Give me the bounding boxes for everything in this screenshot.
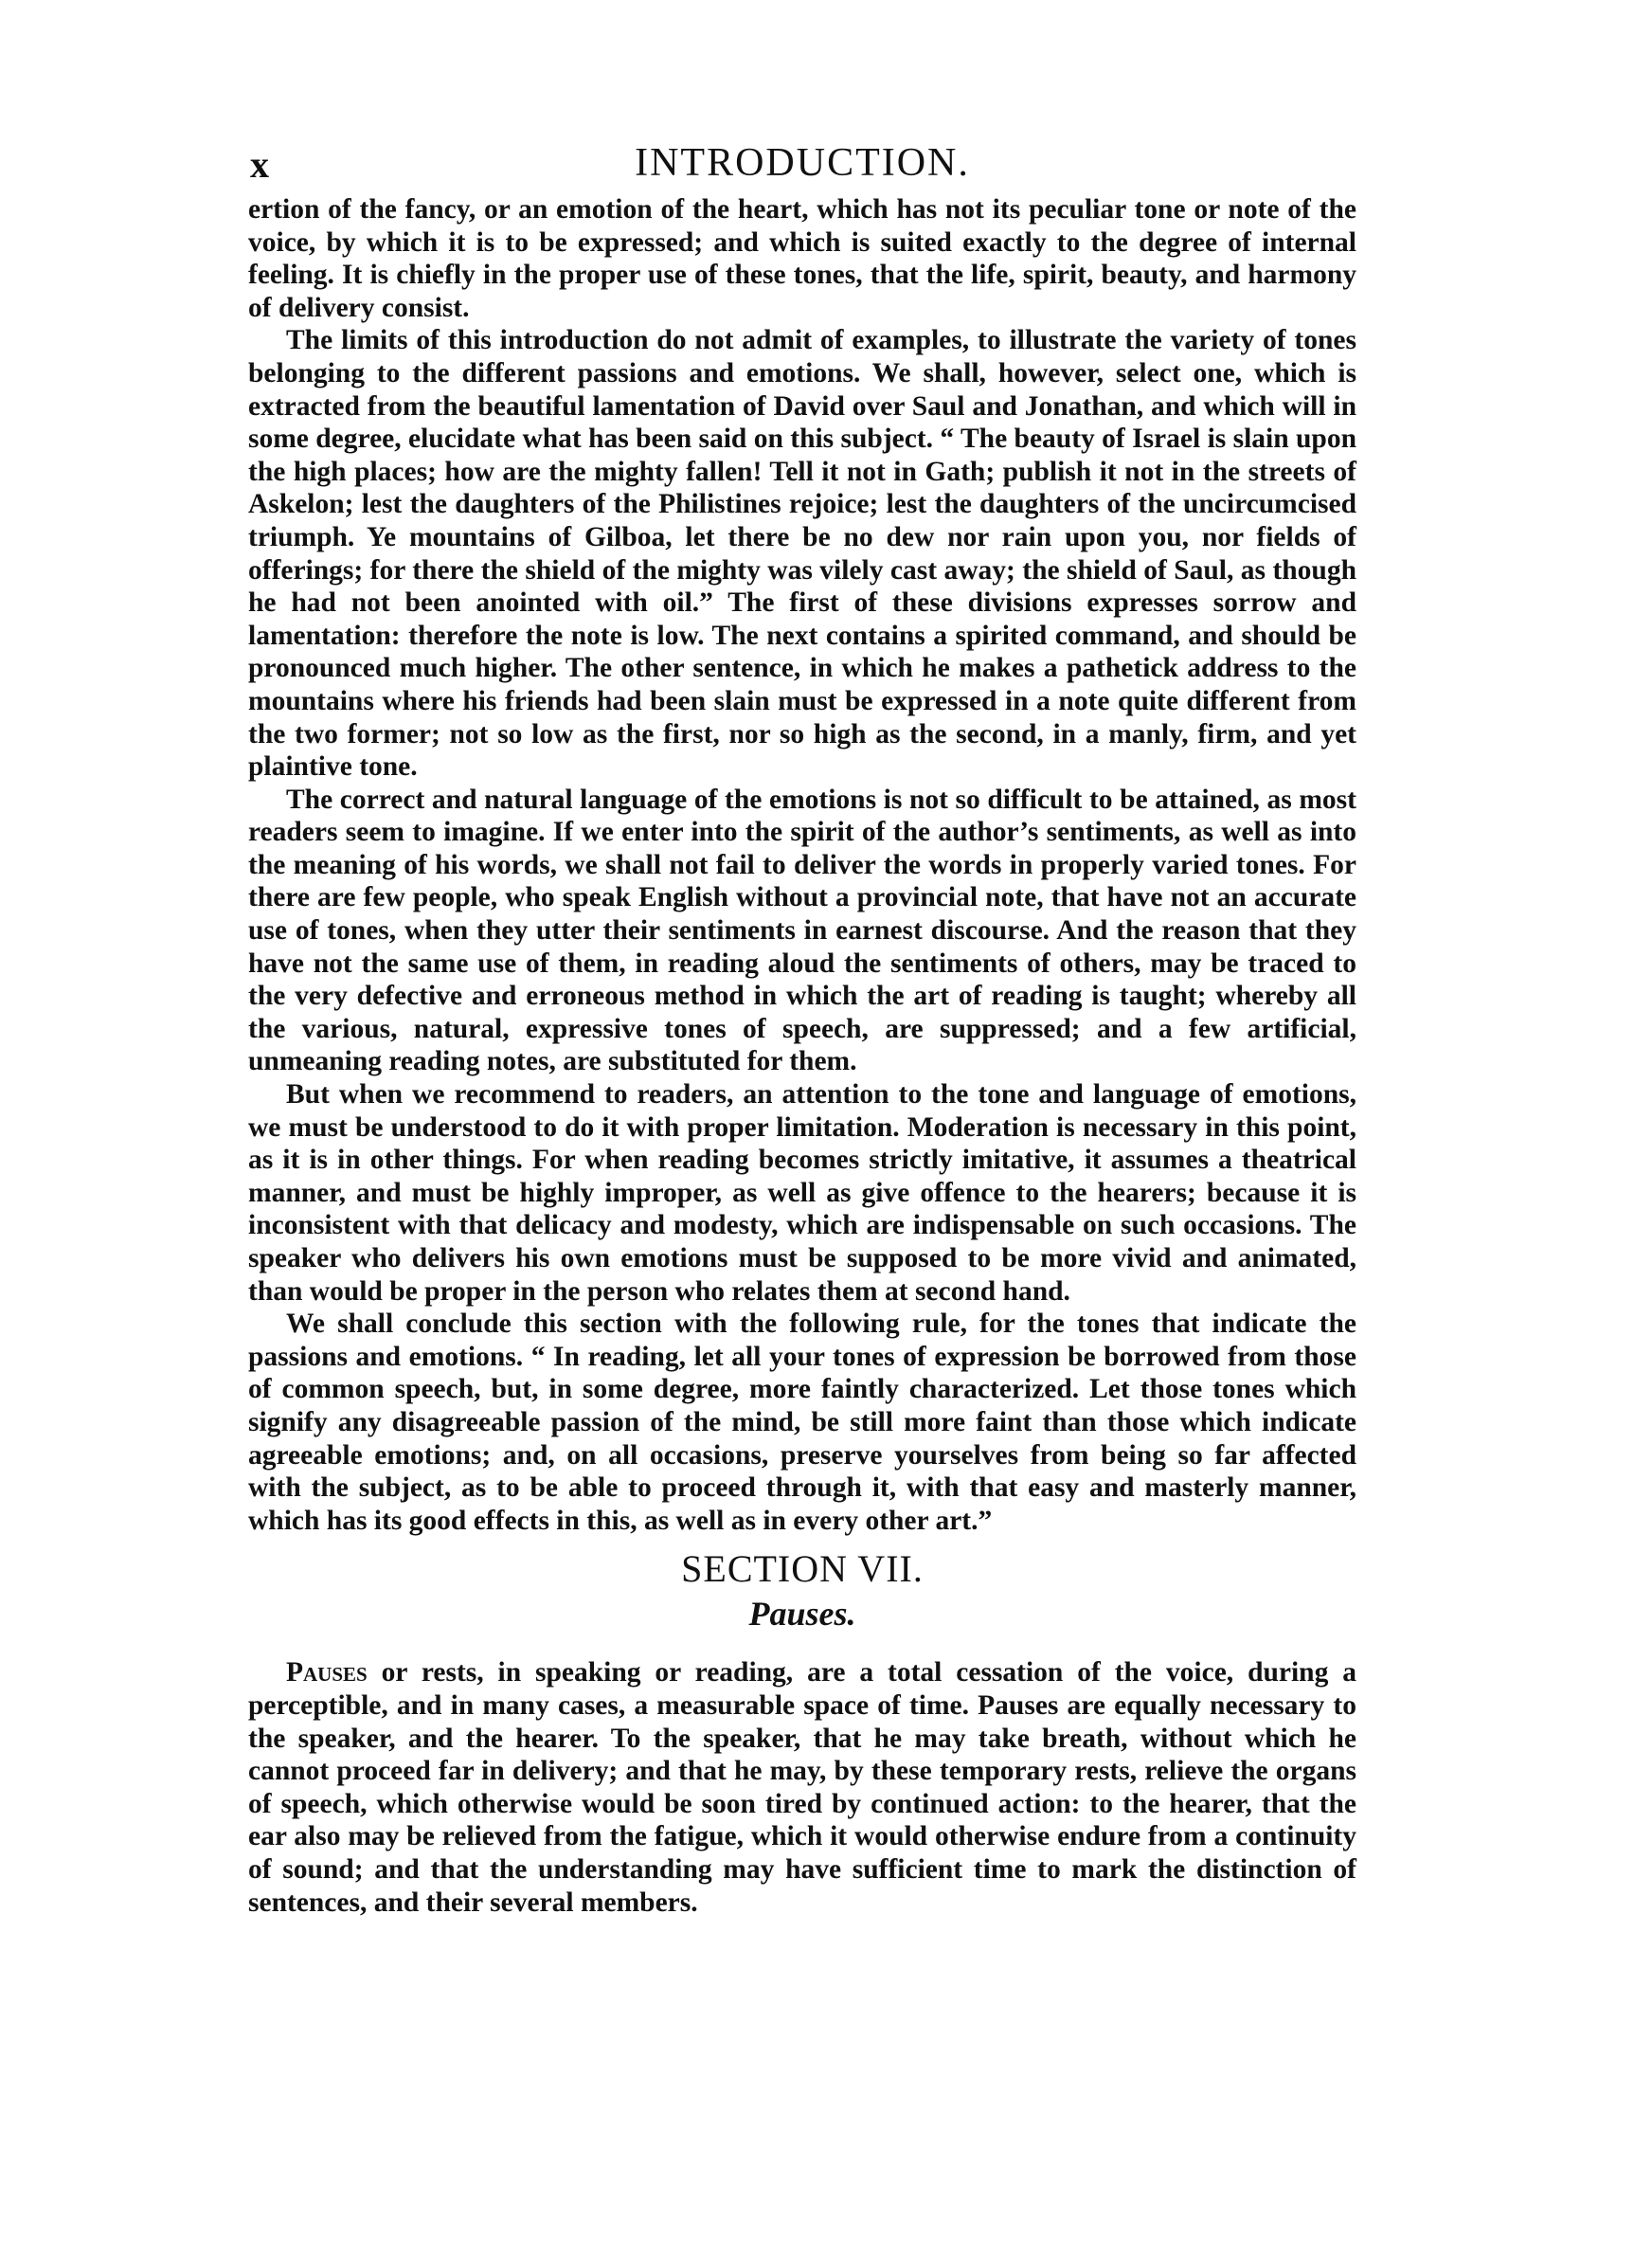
running-head bbox=[248, 140, 1356, 186]
paragraph-moderation: But when we recommend to readers, an attention to the tone and language of emotions, we must be understood to do it with proper limitation. Moderation is necessary in this point, as it is in other things. For when reading becomes strictly imitative, it assumes a theatrical manner, and must be highly improper, as well as give offence to the hearers; because it is inconsistent with that delicacy and modesty, which are indispensable on such occasions. The speaker who delivers his own emotions must be supposed to be more vivid and animated, than would be proper in the person who relates them at second hand. bbox=[248, 1079, 1356, 1307]
paragraph-pauses bbox=[248, 1656, 1356, 1919]
section-subtitle: Pauses. bbox=[748, 1595, 856, 1634]
page-content bbox=[248, 140, 1356, 1919]
paragraph-natural-language: The correct and natural language of the emotions is not so difficult to be attained, as most readers seem to imagine. If we enter into the spirit of the author’s sentiments, as well as into the meaning of his words, we shall not fail to deliver the words in properly varied tones. For there are few people, who speak English without a provincial note, that have not an accurate use of tones, when they utter their sentiments in earnest discourse. And the reason that they have not the same use of them, in reading aloud the sentiments of others, may be traced to the very defective and erroneous method in which the art of reading is taught; whereby all the various, natural, expressive tones of speech, are suppressed; and a few artificial, unmeaning reading notes, are substituted for them. bbox=[248, 784, 1356, 1077]
paragraph-tones-example: The limits of this introduction do not admit of examples, to illustrate the variety of tones belonging to the different passions and emotions. We shall, however, select one, which is extracted from the beautiful lamentation of David over Saul and Jonathan, and which will in some degree, elucidate what has been said on this subject. “ The beauty of Israel is slain upon the high places; how are the mighty fallen! Tell it not in Gath; publish it not in the streets of Askelon; lest the daughters of the Philistines rejoice; lest the daughters of the uncircumcised triumph. Ye mountains of Gilboa, let there be no dew nor rain upon you, nor fields of offerings; for there the shield of the mighty was vilely cast away; the shield of Saul, as though he had not been anointed with oil.” The first of these divisions expresses sorrow and lamentation: therefore the note is low. The next contains a spirited command, and should be pronounced much higher. The other sentence, in which he makes a pathetick address to the mountains where his friends had been slain must be expressed in a note quite different from the two former; not so low as the first, nor so high as the second, in a manly, firm, and yet plaintive tone. bbox=[248, 325, 1356, 783]
running-title: INTRODUCTION. bbox=[635, 141, 970, 185]
page-number: x bbox=[250, 143, 269, 186]
paragraph-rule: We shall conclude this section with the following rule, for the tones that indicate the passions and emotions. “ In reading, let all your tones of expression be borrowed from those of common speech, but, in some degree, more faintly characterized. Let those tones which signify any disagreeable passion of the mind, be still more faint than those which indicate agreeable emotions; and, on all occasions, preserve yourselves from being so far affected with the subject, as to be able to proceed through it, with that easy and masterly manner, which has its good effects in this, as well as in every other art.” bbox=[248, 1309, 1356, 1536]
section-heading: SECTION VII. bbox=[681, 1547, 924, 1591]
lead-word: Pauses bbox=[286, 1657, 368, 1688]
paragraph-pauses-body: or rests, in speaking or reading, are a total cessation of the voice, during a perceptible, and in many cases, a measurable space of time. Pauses are equally necessary to the speaker, and the hearer. To the speaker, that he may take breath, without which he cannot proceed far in delivery; and that he may, by these temporary rests, relieve the organs of speech, which otherwise would be soon tired by continued action: to the hearer, that the ear also may be relieved from the fatigue, which it would otherwise endure from a continuity of sound; and that the understanding may have sufficient time to mark the distinction of sentences, and their several members. bbox=[248, 1657, 1356, 1918]
paragraph-continuation: ertion of the fancy, or an emotion of the heart, which has not its peculiar tone or note of the voice, by which it is to be expressed; and which is suited exactly to the degree of internal feeling. It is chiefly in the proper use of these tones, that the life, spirit, beauty, and harmony of delivery consist. bbox=[248, 194, 1356, 323]
